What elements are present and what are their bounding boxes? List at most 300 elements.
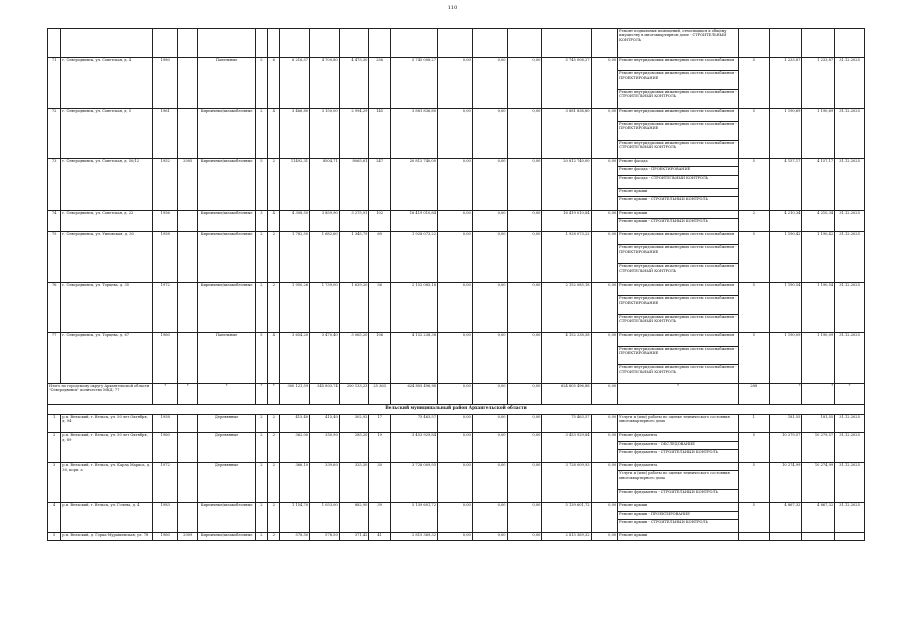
- unit-cell: 1: [738, 414, 769, 433]
- entrances-cell: 6: [268, 58, 280, 109]
- unit-cell: 5: [738, 108, 769, 159]
- year-renovation-cell: [178, 58, 198, 109]
- wall-material-cell: Кирпичные/шлакоблочные: [198, 232, 255, 283]
- total-cost-cell: 16 419 010,84: [390, 210, 437, 232]
- max-cost-cell: 1 233,87: [802, 58, 835, 109]
- residents-cell: 30: [369, 463, 391, 503]
- total-area-cell: 4 308,50: [280, 210, 310, 232]
- wall-material-cell: Кирпичные/шлакоблочные: [198, 159, 255, 210]
- year-renovation-cell: [178, 108, 198, 159]
- total-work-type-cell: *: [618, 383, 739, 404]
- regional-funds-cell: 0,00: [472, 159, 507, 210]
- max-cost-cell: [802, 533, 835, 541]
- owners-funds-cell: 75 463,57: [542, 414, 591, 433]
- total-row: [48, 383, 865, 404]
- year-renovation-cell: [178, 503, 198, 533]
- total-area-cell: 11492,31: [280, 159, 310, 210]
- municipal-funds-cell: 0,00: [507, 533, 542, 541]
- total-unit-cell: 288: [738, 383, 769, 404]
- unit-cost-cell: 1 190,69: [769, 108, 802, 159]
- floors-cell: 2: [255, 503, 267, 533]
- total-cost-cell: 3 728 009,93: [390, 463, 437, 503]
- residential-area-cell: 3 065,20: [339, 333, 369, 384]
- row-number-cell: 5: [48, 533, 61, 541]
- municipal-funds-cell: 0,00: [507, 503, 542, 533]
- row-number-cell: 75: [48, 232, 61, 283]
- residents-cell: 106: [369, 333, 391, 384]
- total-cost-cell: 75 463,57: [390, 414, 437, 433]
- work-type-cell: Ремонт внутридомовых инженерных систем газоснабжения - СТРОИТЕЛЬНЫЙ КОНТРОЛЬ: [618, 264, 739, 283]
- deadline-cell: 31.12.2025: [835, 463, 865, 503]
- year-renovation-cell: [178, 210, 198, 232]
- federal-funds-cell: 0,00: [438, 232, 473, 283]
- deadline-cell: 31.12.2025: [835, 159, 865, 210]
- row-number-cell: 74: [48, 210, 61, 232]
- year-built-cell: 1980: [153, 58, 178, 109]
- total-cost-cell: 5 139 601,72: [390, 503, 437, 533]
- municipal-funds-cell: 0,00: [507, 463, 542, 503]
- year-renovation-cell: [178, 433, 198, 463]
- work-type-cell: Ремонт фасада: [618, 159, 739, 167]
- wall-material-cell: Деревянные: [198, 433, 255, 463]
- deadline-cell: 31.12.2025: [835, 333, 865, 384]
- living-area-cell: 1 682,60: [310, 232, 340, 283]
- total-deadline-cell: *: [835, 383, 865, 404]
- regional-funds-cell: 0,00: [472, 108, 507, 159]
- residential-area-cell: 8065,61: [339, 159, 369, 210]
- total-area-cell: 366,10: [280, 463, 310, 503]
- residential-area-cell: 882,90: [339, 503, 369, 533]
- year-renovation-cell: [178, 463, 198, 503]
- work-type-cell: Ремонт внутридомовых инженерных систем газоснабжения: [618, 108, 739, 121]
- entrances-cell: 2: [268, 159, 280, 210]
- year-renovation-cell: 2009: [178, 533, 198, 541]
- address-cell: р.п. Вельский, г. Вельск, ул. 50 лет Октября, д. 89: [61, 433, 153, 463]
- address-cell: р.п. Вельский, д. Горка-Муравьевская, ул. 78: [61, 533, 153, 541]
- regional-funds-cell: 0,00: [472, 58, 507, 109]
- residents-cell: 256: [369, 58, 391, 109]
- total-owners-funds-cell: 624 805 496,88: [542, 383, 591, 404]
- federal-funds-cell: 0,00: [438, 108, 473, 159]
- work-type-cell: Ремонт внутридомовых инженерных систем газоснабжения - ПРОЕКТИРОВАНИЕ: [618, 121, 739, 140]
- year-renovation-cell: [178, 282, 198, 333]
- table-row: [48, 463, 865, 471]
- wall-material-cell: Деревянные: [198, 414, 255, 433]
- work-type-cell: Ремонт крыши - ПРОЕКТИРОВАНИЕ: [618, 511, 739, 519]
- work-type-cell: Ремонт внутридомовых инженерных систем газоснабжения - ПРОЕКТИРОВАНИЕ: [618, 296, 739, 315]
- year-built-cell: 1956: [153, 210, 178, 232]
- address-cell: г. Северодвинск, ул. Торцева, д. 67: [61, 333, 153, 384]
- municipal-funds-cell: 0,00: [507, 433, 542, 463]
- row-number-cell: 71: [48, 58, 61, 109]
- total-cost-cell: 5 745 008,27: [390, 58, 437, 109]
- federal-funds-cell: 0,00: [438, 282, 473, 333]
- work-type-cell: Ремонт внутридомовых инженерных систем газоснабжения - СТРОИТЕЛЬНЫЙ КОНТРОЛЬ: [618, 89, 739, 108]
- year-built-cell: 1960: [153, 533, 178, 541]
- total-federal-funds-cell: 0,00: [438, 383, 473, 404]
- residents-cell: 19: [369, 433, 391, 463]
- federal-funds-cell: 0,00: [438, 533, 473, 541]
- entrances-cell: 2: [268, 533, 280, 541]
- work-type-cell: Ремонт подвальных помещений, относящихся к общему имуществу в многоквартирном доме - СТРОИТЕЛЬНЫЙ КОНТРОЛЬ: [618, 29, 739, 58]
- wall-material-cell: Кирпичные/шлакоблочные: [198, 533, 255, 541]
- year-renovation-cell: [178, 333, 198, 384]
- work-type-cell: Ремонт крыши: [618, 503, 739, 511]
- wall-material-cell: Панельные: [198, 58, 255, 109]
- residential-area-cell: 371,42: [339, 533, 369, 541]
- regional-funds-cell: 0,00: [472, 333, 507, 384]
- residents-cell: 39: [369, 503, 391, 533]
- unit-cell: 5: [738, 282, 769, 333]
- deadline-cell: 31.12.2025: [835, 108, 865, 159]
- unit-cost-cell: 1 190,09: [769, 333, 802, 384]
- federal-funds-cell: 0,00: [438, 58, 473, 109]
- entrances-cell: 2: [268, 503, 280, 533]
- work-type-cell: Ремонт внутридомовых инженерных систем газоснабжения: [618, 333, 739, 346]
- wall-material-cell: Кирпичные/шлакоблочные: [198, 282, 255, 333]
- deadline-cell: 31.12.2025: [835, 414, 865, 433]
- unit-cell: 2: [738, 210, 769, 232]
- year-built-cell: 1961: [153, 108, 178, 159]
- entrances-cell: 2: [268, 414, 280, 433]
- regional-funds-cell: 0,00: [472, 503, 507, 533]
- other-funds-cell: 0,00: [591, 533, 618, 541]
- max-cost-cell: 1 190,42: [802, 232, 835, 283]
- residential-area-cell: 4 475,30: [339, 58, 369, 109]
- deadline-cell: 31.12.2025: [835, 282, 865, 333]
- max-cost-cell: 1 190,69: [802, 108, 835, 159]
- federal-funds-cell: 0,00: [438, 210, 473, 232]
- federal-funds-cell: 0,00: [438, 463, 473, 503]
- total-area-cell: 1 950,26: [280, 282, 310, 333]
- deadline-cell: [835, 533, 865, 541]
- regional-funds-cell: 0,00: [472, 414, 507, 433]
- total-cost-cell: 2 152 085,18: [390, 282, 437, 333]
- work-type-cell: Ремонт внутридомовых инженерных систем газоснабжения: [618, 282, 739, 295]
- total-cost-cell: 2 815 369,32: [390, 533, 437, 541]
- unit-cost-cell: 1 190,54: [769, 282, 802, 333]
- owners-funds-cell: 2 815 369,32: [542, 533, 591, 541]
- total-entrances-cell: *: [268, 383, 280, 404]
- regional-funds-cell: 0,00: [472, 232, 507, 283]
- row-number-cell: 4: [48, 503, 61, 533]
- floors-cell: 2: [255, 232, 267, 283]
- work-type-cell: Ремонт крыши: [618, 533, 739, 541]
- work-type-cell: Ремонт крыши - СТРОИТЕЛЬНЫЙ КОНТРОЛЬ: [618, 197, 739, 210]
- entrances-cell: 2: [268, 232, 280, 283]
- regional-funds-cell: 0,00: [472, 463, 507, 503]
- floors-cell: 2: [255, 533, 267, 541]
- year-built-cell: 1983: [153, 503, 178, 533]
- total-area-cell: 3 654,20: [280, 333, 310, 384]
- max-cost-cell: 10 279,57: [802, 433, 835, 463]
- total-unit-cost-cell: *: [769, 383, 802, 404]
- year-built-cell: 1958: [153, 232, 178, 283]
- unit-cost-cell: [769, 533, 802, 541]
- work-type-cell: Ремонт крыши - СТРОИТЕЛЬНЫЙ КОНТРОЛЬ: [618, 218, 739, 231]
- residents-cell: 145: [369, 108, 391, 159]
- total-wall-material-cell: *: [198, 383, 255, 404]
- unit-cost-cell: 1 233,87: [769, 58, 802, 109]
- row-number-cell: 73: [48, 159, 61, 210]
- max-cost-cell: 1 190,54: [802, 282, 835, 333]
- work-type-cell: Ремонт крыши: [618, 210, 739, 218]
- floors-cell: 5: [255, 333, 267, 384]
- wall-material-cell: Кирпичные/шлакоблочные: [198, 503, 255, 533]
- total-area-cell: 1 782,50: [280, 232, 310, 283]
- table-row: [48, 210, 865, 218]
- municipal-funds-cell: 0,00: [507, 210, 542, 232]
- max-cost-cell: 4 210,34: [802, 210, 835, 232]
- section-header-row: [48, 404, 865, 414]
- total-cost-cell: 1 928 073,22: [390, 232, 437, 283]
- owners-funds-cell: 3 728 009,93: [542, 463, 591, 503]
- total-area-cell: 578,50: [280, 533, 310, 541]
- work-type-cell: Ремонт крыши: [618, 188, 739, 196]
- owners-funds-cell: 20 812 740,00: [542, 159, 591, 210]
- other-funds-cell: 0,00: [591, 503, 618, 533]
- capital-repair-table: [47, 28, 865, 541]
- residential-area-cell: 1 639,20: [339, 282, 369, 333]
- work-type-cell: Ремонт внутридомовых инженерных систем газоснабжения - СТРОИТЕЛЬНЫЙ КОНТРОЛЬ: [618, 365, 739, 384]
- living-area-cell: 1 053,00: [310, 503, 340, 533]
- row-number-cell: 3: [48, 463, 61, 503]
- year-built-cell: 1972: [153, 282, 178, 333]
- total-cost-cell: 4 152 238,38: [390, 333, 437, 384]
- total-total-area-cell: 300 121,59: [280, 383, 310, 404]
- year-built-cell: 1972: [153, 463, 178, 503]
- total-cost-cell: 3 453 929,84: [390, 433, 437, 463]
- unit-cell: [738, 533, 769, 541]
- owners-funds-cell: 2 152 085,18: [542, 282, 591, 333]
- total-other-funds-cell: 0,00: [591, 383, 618, 404]
- unit-cell: 5: [738, 503, 769, 533]
- deadline-cell: 31.12.2025: [835, 503, 865, 533]
- other-funds-cell: 0,00: [591, 108, 618, 159]
- total-floors-cell: *: [255, 383, 267, 404]
- table-row-continuation: [48, 29, 865, 58]
- address-cell: г. Северодвинск, ул. Советская, д. 5: [61, 108, 153, 159]
- wall-material-cell: Панельные: [198, 333, 255, 384]
- total-cost-cell: 3 881 836,80: [390, 108, 437, 159]
- address-cell: р.п. Вельский, г. Вельск, ул. Гочева, д. 4: [61, 503, 153, 533]
- entrances-cell: 2: [268, 282, 280, 333]
- entrances-cell: 4: [268, 108, 280, 159]
- work-type-cell: Ремонт внутридомовых инженерных систем газоснабжения: [618, 58, 739, 71]
- address-cell: р.п. Вельский, г. Вельск, ул. Карла Маркса, д. 30, корп. а: [61, 463, 153, 503]
- living-area-cell: 3 150,00: [310, 108, 340, 159]
- work-type-cell: Ремонт внутридомовых инженерных систем газоснабжения - ПРОЕКТИРОВАНИЕ: [618, 346, 739, 365]
- floors-cell: 2: [255, 282, 267, 333]
- owners-funds-cell: 3 881 836,80: [542, 108, 591, 159]
- floors-cell: 2: [255, 108, 267, 159]
- max-cost-cell: 10 274,99: [802, 463, 835, 503]
- federal-funds-cell: 0,00: [438, 414, 473, 433]
- total-year-renovation-cell: *: [178, 383, 198, 404]
- table-row: [48, 333, 865, 346]
- total-area-cell: 362,00: [280, 433, 310, 463]
- entrances-cell: 4: [268, 333, 280, 384]
- row-number-cell: 2: [48, 433, 61, 463]
- row-number-cell: 1: [48, 414, 61, 433]
- unit-cost-cell: 10 279,57: [769, 433, 802, 463]
- entrances-cell: 2: [268, 433, 280, 463]
- municipal-funds-cell: 0,00: [507, 108, 542, 159]
- table-row: [48, 414, 865, 433]
- owners-funds-cell: 3 453 929,84: [542, 433, 591, 463]
- residents-cell: 41: [369, 533, 391, 541]
- table-row: [48, 58, 865, 71]
- wall-material-cell: Кирпичные/шлакоблочные: [198, 108, 255, 159]
- total-year-built-cell: *: [153, 383, 178, 404]
- unit-cell: 5: [738, 58, 769, 109]
- row-number-cell: 72: [48, 108, 61, 159]
- residential-area-cell: 285,20: [339, 433, 369, 463]
- owners-funds-cell: 5 745 008,27: [542, 58, 591, 109]
- wall-material-cell: Деревянные: [198, 463, 255, 503]
- total-residential-area-cell: 200 133,23: [339, 383, 369, 404]
- living-area-cell: 4 700,80: [310, 58, 340, 109]
- total-area-cell: 6 216,57: [280, 58, 310, 109]
- owners-funds-cell: 5 139 601,72: [542, 503, 591, 533]
- year-renovation-cell: [178, 232, 198, 283]
- max-cost-cell: 181,55: [802, 414, 835, 433]
- year-built-cell: 1952: [153, 159, 178, 210]
- unit-cell: 5: [738, 463, 769, 503]
- total-area-cell: 415,40: [280, 414, 310, 433]
- other-funds-cell: 0,00: [591, 414, 618, 433]
- federal-funds-cell: 0,00: [438, 333, 473, 384]
- other-funds-cell: 0,00: [591, 463, 618, 503]
- floors-cell: 2: [255, 433, 267, 463]
- unit-cost-cell: 4 210,34: [769, 210, 802, 232]
- unit-cell: 5: [738, 232, 769, 283]
- owners-funds-cell: 4 152 238,38: [542, 333, 591, 384]
- total-regional-funds-cell: 0,00: [472, 383, 507, 404]
- unit-cost-cell: 4 867,32: [769, 503, 802, 533]
- living-area-cell: 339,60: [310, 463, 340, 503]
- residents-cell: 17: [369, 414, 391, 433]
- total-municipal-funds-cell: 0,00: [507, 383, 542, 404]
- total-max-cost-cell: *: [802, 383, 835, 404]
- total-cost-cell: 20 812 740,00: [390, 159, 437, 210]
- regional-funds-cell: 0,00: [472, 210, 507, 232]
- residents-cell: 56: [369, 282, 391, 333]
- work-type-cell: Ремонт фундамента: [618, 433, 739, 441]
- other-funds-cell: 0,00: [591, 232, 618, 283]
- work-type-cell: Услуги и (или) работы по оценке технического состояния многоквартирного дома: [618, 471, 739, 490]
- total-total-cost-cell: 624 805 496,88: [390, 383, 437, 404]
- address-cell: р.п. Вельский, г. Вельск, ул. 50 лет Октября, д. 94: [61, 414, 153, 433]
- owners-funds-cell: 16 419 010,84: [542, 210, 591, 232]
- max-cost-cell: 4 157,17: [802, 159, 835, 210]
- living-area-cell: 3 470,40: [310, 333, 340, 384]
- year-built-cell: 1960: [153, 333, 178, 384]
- year-built-cell: 1958: [153, 414, 178, 433]
- table-row: [48, 282, 865, 295]
- total-label: Итого по городскому округу Архангельской области "Северодвинск" количество МКД: 77: [48, 383, 153, 404]
- other-funds-cell: 0,00: [591, 282, 618, 333]
- unit-cost-cell: 181,55: [769, 414, 802, 433]
- municipal-funds-cell: 0,00: [507, 414, 542, 433]
- address-cell: г. Северодвинск, ул. Советская, д. 22: [61, 210, 153, 232]
- work-type-cell: Ремонт внутридомовых инженерных систем газоснабжения - СТРОИТЕЛЬНЫЙ КОНТРОЛЬ: [618, 140, 739, 159]
- total-living-area-cell: 345 803,74: [310, 383, 340, 404]
- residential-area-cell: 325,30: [339, 463, 369, 503]
- address-cell: г. Северодвинск, ул. Советская, д. 4: [61, 58, 153, 109]
- regional-funds-cell: 0,00: [472, 282, 507, 333]
- floors-cell: 5: [255, 58, 267, 109]
- other-funds-cell: 0,00: [591, 159, 618, 210]
- page-number: 110: [447, 5, 458, 11]
- year-renovation-cell: 2005: [178, 159, 198, 210]
- address-cell: г. Северодвинск, ул. Советская, д. 50/12: [61, 159, 153, 210]
- year-renovation-cell: [178, 414, 198, 433]
- other-funds-cell: 0,00: [591, 58, 618, 109]
- living-area-cell: 1 739,00: [310, 282, 340, 333]
- living-area-cell: 3 859,90: [310, 210, 340, 232]
- unit-cost-cell: 10 274,99: [769, 463, 802, 503]
- work-type-cell: Ремонт внутридомовых инженерных систем газоснабжения - ПРОЕКТИРОВАНИЕ: [618, 245, 739, 264]
- work-type-cell: Ремонт фундамента: [618, 463, 739, 471]
- work-type-cell: Услуги и (или) работы по оценке технического состояния многоквартирного дома: [618, 414, 739, 433]
- regional-funds-cell: 0,00: [472, 433, 507, 463]
- section-title: Вельский муниципальный район Архангельской области: [48, 404, 865, 414]
- living-area-cell: 415,40: [310, 414, 340, 433]
- unit-cell: 5: [738, 333, 769, 384]
- residential-area-cell: 2 994,29: [339, 108, 369, 159]
- total-residents-cell: 25 363: [369, 383, 391, 404]
- table-row: [48, 108, 865, 121]
- floors-cell: 2: [255, 414, 267, 433]
- table-row: [48, 433, 865, 441]
- floors-cell: 3: [255, 210, 267, 232]
- work-type-cell: Ремонт крыши - СТРОИТЕЛЬНЫЙ КОНТРОЛЬ: [618, 519, 739, 532]
- deadline-cell: 31.12.2025: [835, 58, 865, 109]
- other-funds-cell: 0,00: [591, 433, 618, 463]
- residents-cell: 102: [369, 210, 391, 232]
- row-number-cell: 76: [48, 282, 61, 333]
- table-row: [48, 533, 865, 541]
- living-area-cell: 578,50: [310, 533, 340, 541]
- residents-cell: 69: [369, 232, 391, 283]
- unit-cell: 5: [738, 433, 769, 463]
- work-type-cell: Ремонт фундамента - СТРОИТЕЛЬНЫЙ КОНТРОЛЬ: [618, 449, 739, 462]
- unit-cost-cell: 1 190,42: [769, 232, 802, 283]
- residents-cell: 247: [369, 159, 391, 210]
- table-row: [48, 232, 865, 245]
- federal-funds-cell: 0,00: [438, 433, 473, 463]
- work-type-cell: Ремонт фасада - СТРОИТЕЛЬНЫЙ КОНТРОЛЬ: [618, 175, 739, 188]
- residential-area-cell: 3 275,91: [339, 210, 369, 232]
- owners-funds-cell: 1 928 073,22: [542, 232, 591, 283]
- other-funds-cell: 0,00: [591, 333, 618, 384]
- floors-cell: 2: [255, 463, 267, 503]
- deadline-cell: 31.12.2025: [835, 433, 865, 463]
- work-type-cell: Ремонт фасада - ПРОЕКТИРОВАНИЕ: [618, 167, 739, 175]
- federal-funds-cell: 0,00: [438, 159, 473, 210]
- address-cell: г. Северодвинск, ул. Уиновская, д. 30: [61, 232, 153, 283]
- wall-material-cell: Кирпичные/шлакоблочные: [198, 210, 255, 232]
- federal-funds-cell: 0,00: [438, 503, 473, 533]
- year-built-cell: 1960: [153, 433, 178, 463]
- table-row: [48, 503, 865, 511]
- deadline-cell: 31.12.2025: [835, 210, 865, 232]
- total-area-cell: 1 154,70: [280, 503, 310, 533]
- municipal-funds-cell: 0,00: [507, 333, 542, 384]
- entrances-cell: 2: [268, 463, 280, 503]
- table-row: [48, 159, 865, 167]
